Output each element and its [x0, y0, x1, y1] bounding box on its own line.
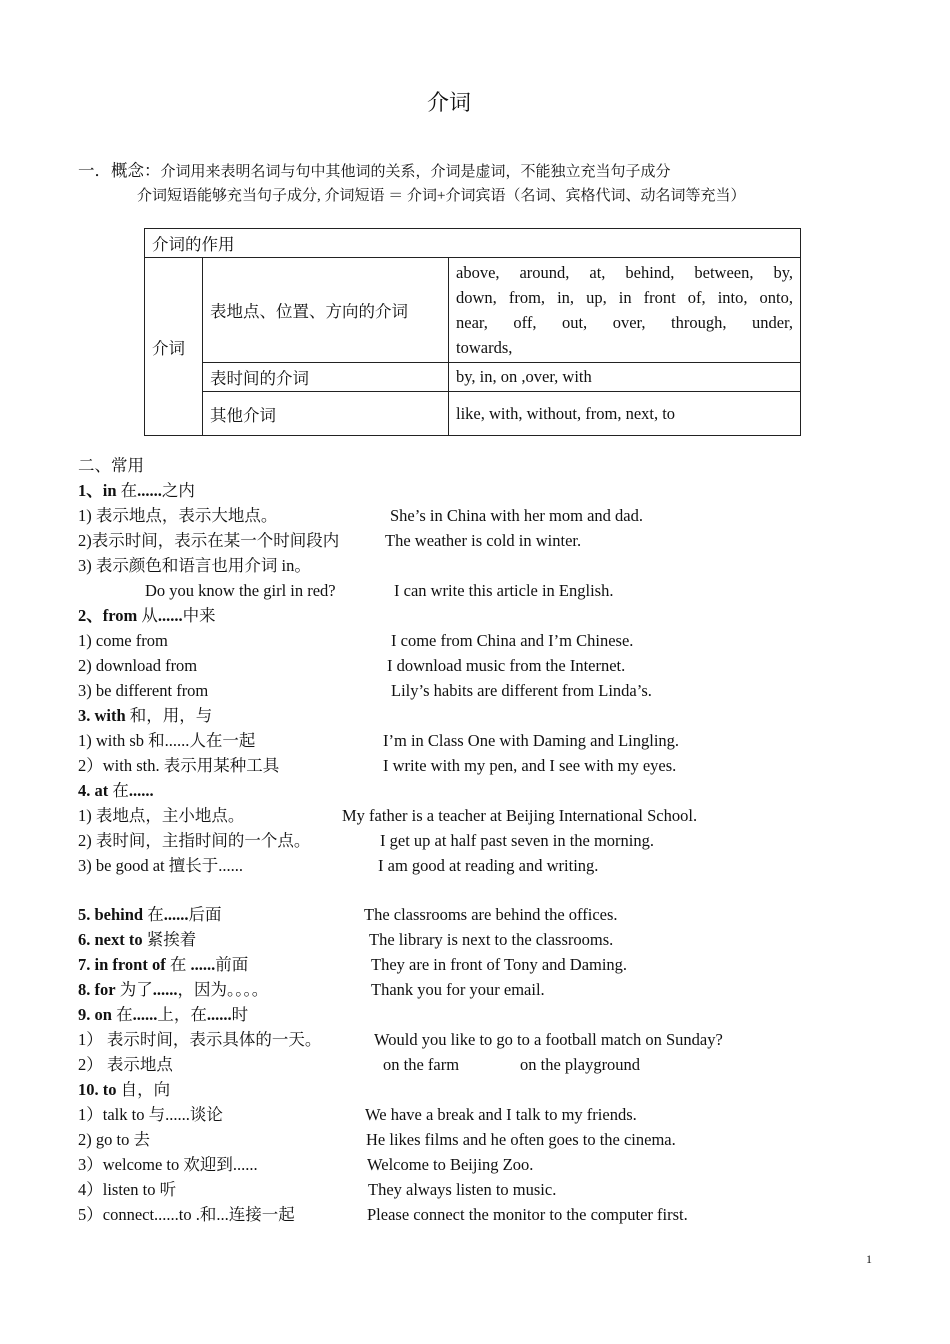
- for-heading: 8. for 为了......，因为。。。。: [78, 980, 269, 999]
- for-example: Thank you for your email.: [371, 980, 545, 999]
- from-usage-2: 2) download from: [78, 656, 198, 675]
- on-heading: 9. on 在......上，在......时: [78, 1005, 249, 1024]
- in-example-3b: I can write this article in English.: [394, 581, 614, 600]
- from-example-1: I come from China and I’m Chinese.: [391, 631, 634, 650]
- next-to-heading: 6. next to 紧挨着: [78, 930, 197, 949]
- at-example-3: I am good at reading and writing.: [378, 856, 599, 875]
- in-heading: 1、in 在......之内: [78, 481, 195, 500]
- with-heading: 3. with 和，用，与: [78, 706, 213, 725]
- with-example-2: I write with my pen, and I see with my eyes.: [383, 756, 677, 775]
- concept-line: [78, 159, 671, 184]
- to-example-4: They always listen to music.: [368, 1180, 557, 1199]
- from-example-3: Lily’s habits are different from Linda’s.: [391, 681, 652, 700]
- to-example-1: We have a break and I talk to my friends.: [365, 1105, 637, 1124]
- in-example-2: The weather is cold in winter.: [385, 531, 582, 550]
- behind-example: The classrooms are behind the offices.: [364, 905, 618, 924]
- table-row-other-category: 其他介词: [203, 392, 449, 436]
- to-usage-2: 2) go to 去: [78, 1130, 150, 1149]
- with-example-1: I’m in Class One with Daming and Lingling.: [383, 731, 680, 750]
- concept-label: 一．概念：: [78, 161, 161, 180]
- from-example-2: I download music from the Internet.: [387, 656, 626, 675]
- to-usage-4: 4）listen to 听: [78, 1180, 177, 1199]
- table-row-time-category: 表时间的介词: [203, 363, 449, 392]
- at-example-2: I get up at half past seven in the morning.: [380, 831, 655, 850]
- to-usage-1: 1）talk to 与......谈论: [78, 1105, 223, 1124]
- on-usage-2: 2） 表示地点: [78, 1055, 173, 1074]
- on-usage-1: 1） 表示时间，表示具体的一天。: [78, 1030, 322, 1049]
- in-front-of-example: They are in front of Tony and Daming.: [371, 955, 628, 974]
- table-group-label: 介词: [145, 258, 203, 436]
- with-usage-1: 1) with sb 和......人在一起: [78, 731, 256, 750]
- with-usage-2: 2）with sth. 表示用某种工具: [78, 756, 280, 775]
- table-row-place-category: 表地点、位置、方向的介词: [203, 258, 449, 363]
- in-example-3a: Do you know the girl in red?: [145, 581, 336, 600]
- on-example-1: Would you like to go to a football match on Sunday?: [374, 1030, 723, 1049]
- at-example-1: My father is a teacher at Beijing International School.: [342, 806, 698, 825]
- to-example-5: Please connect the monitor to the computer first.: [367, 1205, 688, 1224]
- table-row-other-words: like, with, without, from, next, to: [449, 392, 801, 436]
- at-usage-1: 1) 表地点，主小地点。: [78, 806, 245, 825]
- to-heading: 10. to 自，向: [78, 1080, 171, 1099]
- at-heading: 4. at 在......: [78, 781, 154, 800]
- section2-heading: 二、常用: [78, 456, 144, 475]
- to-example-3: Welcome to Beijing Zoo.: [367, 1155, 534, 1174]
- to-usage-3: 3）welcome to 欢迎到......: [78, 1155, 258, 1174]
- table-row-time-words: by, in, on ,over, with: [449, 363, 801, 392]
- on-example-2b: on the playground: [520, 1055, 641, 1074]
- behind-heading: 5. behind 在......后面: [78, 905, 222, 924]
- at-usage-3: 3) be good at 擅长于......: [78, 856, 243, 875]
- phrase-text: 介词短语能够充当句子成分, 介词短语 ＝ 介词+介词宾语（名词、宾格代词、动名词等充当）: [137, 188, 746, 204]
- from-heading: 2、from 从......中来: [78, 606, 216, 625]
- page-title: 介词: [426, 90, 471, 115]
- in-usage-3: 3) 表示颜色和语言也用介词 in。: [78, 556, 311, 575]
- in-usage-1: 1) 表示地点，表示大地点。: [78, 506, 278, 525]
- next-to-example: The library is next to the classrooms.: [369, 930, 614, 949]
- from-usage-3: 3) be different from: [78, 681, 209, 700]
- to-usage-5: 5）connect......to .和...连接一起: [78, 1205, 295, 1224]
- in-usage-2: 2)表示时间，表示在某一个时间段内: [78, 531, 340, 550]
- page-number: 1: [866, 1252, 872, 1266]
- concept-text: 介词用来表明名词与句中其他词的关系，介词是虚词，不能独立充当句子成分: [160, 164, 671, 180]
- in-example-1: She’s in China with her mom and dad.: [390, 506, 643, 525]
- to-example-2: He likes films and he often goes to the cinema.: [366, 1130, 676, 1149]
- table-header: 介词的作用: [145, 229, 801, 258]
- on-example-2a: on the farm: [383, 1055, 460, 1074]
- at-usage-2: 2) 表时间，主指时间的一个点。: [78, 831, 311, 850]
- table-row-place-words: above, around, at, behind, between, by, down, from, in, up, in front of, into, onto, near, off, out, over, through, under, towards,: [449, 258, 801, 363]
- from-usage-1: 1) come from: [78, 631, 168, 650]
- in-front-of-heading: 7. in front of 在 ......前面: [78, 955, 249, 974]
- preposition-role-table: [144, 228, 801, 436]
